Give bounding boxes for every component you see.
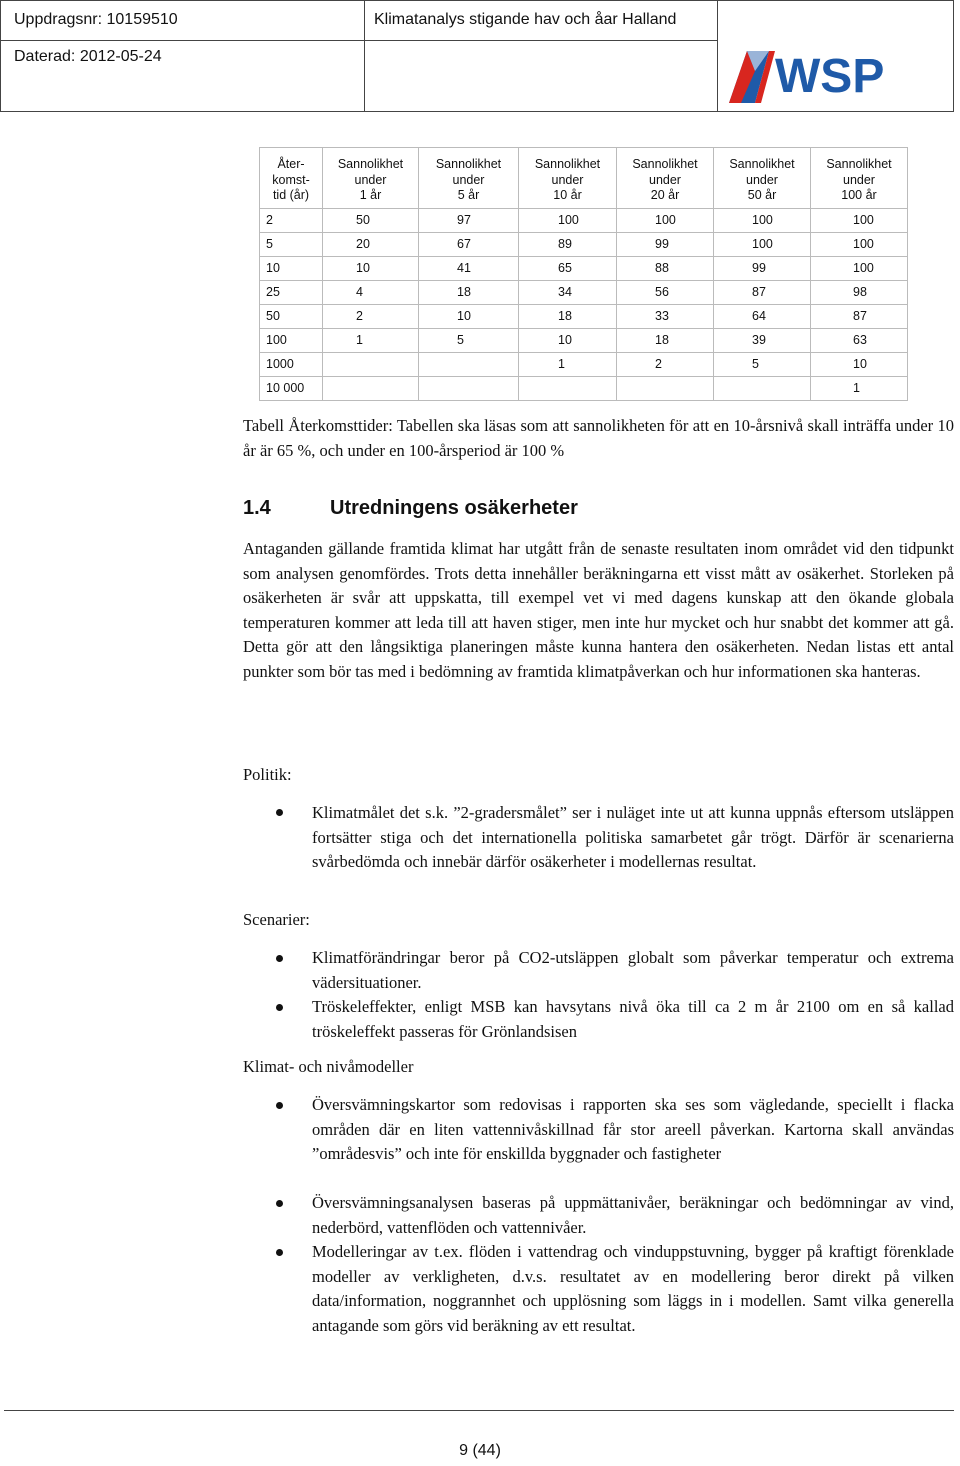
table-row [260,352,908,376]
probability-cell: 56 [617,280,714,304]
probability-cell: 10 [811,352,908,376]
probability-cell: 100 [811,232,908,256]
probability-cell: 41 [419,256,519,280]
probability-cell: 97 [419,208,519,232]
bullet-icon [276,1004,283,1011]
header-divider [364,1,365,112]
probability-cell: 4 [323,280,419,304]
probability-cell [419,376,519,400]
list-item: Tröskeleffekter, enligt MSB kan havsytans nivå öka till ca 2 m år 2100 om en så kallad tröskeleffekt passeras för Grönlandsisen [312,997,954,1041]
column-header: Sannolikhet under 20 år [617,148,714,209]
probability-cell: 63 [811,328,908,352]
label-politik: Politik: [243,765,292,784]
probability-cell: 10 [323,256,419,280]
probability-cell: 10 [519,328,617,352]
list-item: Klimatmålet det s.k. ”2-gradersmålet” ser i nuläget inte ut att kunna uppnås eftersom utsläppen fortsätter stiga och det internationella politiska samarbetet går trögt. Därför är scenarierna svårbedömda och innebär därför osäkerheter i modellernas resultat. [312,803,954,871]
table-caption: Tabell Återkomsttider: Tabellen ska läsas som att sannolikheten för att en 10-årsnivå skall inträffa under 10 år är 65 %, och under en 100-årsperiod är 100 % [243,416,954,460]
return-period-cell: 10 [260,256,323,280]
probability-cell: 64 [714,304,811,328]
header-divider [1,40,717,41]
column-header: Sannolikhet under 50 år [714,148,811,209]
table-row [260,328,908,352]
probability-cell: 100 [714,232,811,256]
order-number: Uppdragsnr: 10159510 [14,11,178,28]
column-header: Sannolikhet under 5 år [419,148,519,209]
column-header: Sannolikhet under 1 år [323,148,419,209]
footer-divider [4,1410,954,1411]
column-header: Sannolikhet under 100 år [811,148,908,209]
probability-cell: 10 [419,304,519,328]
probability-cell: 33 [617,304,714,328]
probability-cell [323,352,419,376]
probability-cell [617,376,714,400]
probability-cell: 99 [714,256,811,280]
probability-cell [323,376,419,400]
table-header-row [260,148,908,209]
probability-cell [714,376,811,400]
probability-cell: 2 [323,304,419,328]
probability-cell: 1 [323,328,419,352]
column-header: Åter- komst- tid (år) [260,148,323,209]
table-row [260,232,908,256]
table-row [260,256,908,280]
probability-cell: 18 [419,280,519,304]
probability-cell: 34 [519,280,617,304]
list-item: Klimatförändringar beror på CO2-utsläppen globalt som påverkar temperatur och extrema vädersituationer. [312,948,954,992]
probability-cell: 5 [714,352,811,376]
probability-cell: 99 [617,232,714,256]
probability-cell: 100 [811,256,908,280]
list-item: Översvämningsanalysen baseras på uppmättanivåer, beräkningar och bedömningar av vind, nederbörd, vattenflöden och vattennivåer. [312,1193,954,1237]
label-modeller: Klimat- och nivåmodeller [243,1057,414,1076]
probability-cell: 20 [323,232,419,256]
probability-cell: 100 [714,208,811,232]
wsp-logo [725,45,925,107]
probability-cell: 50 [323,208,419,232]
probability-cell: 100 [617,208,714,232]
header-divider [717,1,718,112]
probability-cell: 5 [419,328,519,352]
return-period-cell: 10 000 [260,376,323,400]
section-title: Utredningens osäkerheter [330,497,578,519]
probability-cell: 18 [617,328,714,352]
probability-cell [519,376,617,400]
return-period-cell: 100 [260,328,323,352]
list-item: Modelleringar av t.ex. flöden i vattendrag och vinduppstuvning, bygger på kraftigt förenklade modeller av verkligheten, d.v.s. resultatet av en modellering beror direkt på vilken data/information, noggrannhet och upplösning som läggs in i modellen. Samt vilka generella antagande som görs vid beräkning av ett resultat. [312,1242,954,1335]
return-period-cell: 5 [260,232,323,256]
bullet-icon [276,1200,283,1207]
probability-cell [419,352,519,376]
label-scenarier: Scenarier: [243,910,310,929]
return-period-cell: 25 [260,280,323,304]
probability-cell: 98 [811,280,908,304]
table-row [260,304,908,328]
document-date: Daterad: 2012-05-24 [14,48,162,65]
probability-cell: 1 [811,376,908,400]
probability-cell: 18 [519,304,617,328]
bullet-icon [276,809,283,816]
column-header: Sannolikhet under 10 år [519,148,617,209]
table-row [260,208,908,232]
bullet-icon [276,955,283,962]
probability-cell: 89 [519,232,617,256]
body-paragraph: Antaganden gällande framtida klimat har utgått från de senaste resultaten inom området vid den tidpunkt som analysen genomfördes. Trots detta innehåller beräkningarna ett visst mått av osäkerhet. Storleken på osäkerheten är svår att uppskatta, till exempel vet vi med dagens kunskap att den ökande globala temperaturen kommer att leda till att haven stiger, men inte hur mycket och hur snabbt det kommer att gå. Detta gör att den långsiktiga planeringen måste kunna hantera den osäkerheten. Nedan listas ett antal punkter som bör tas med i bedömning av framtida klimatpåverkan och hur informationen ska hanteras. [243,539,954,681]
probability-cell: 87 [714,280,811,304]
list-item: Översvämningskartor som redovisas i rapporten ska ses som vägledande, speciellt i flacka områden där en liten vattennivåskillnad får stor areell påverkan. Kartorna skall användas ”områdesvis” och inte för enskillda byggnader och fastigheter [312,1095,954,1163]
section-heading [243,497,578,520]
probability-cell: 100 [811,208,908,232]
probability-cell: 100 [519,208,617,232]
bullet-icon [276,1102,283,1109]
return-period-cell: 50 [260,304,323,328]
probability-cell: 67 [419,232,519,256]
probability-cell: 87 [811,304,908,328]
probability-cell: 39 [714,328,811,352]
table-row [260,376,908,400]
return-period-cell: 2 [260,208,323,232]
probability-cell: 1 [519,352,617,376]
table-row [260,280,908,304]
probability-cell: 65 [519,256,617,280]
page-number: 9 (44) [459,1442,501,1459]
page-header [0,0,954,112]
return-period-table [259,147,908,401]
section-number: 1.4 [243,497,271,519]
probability-cell: 88 [617,256,714,280]
probability-cell: 2 [617,352,714,376]
bullet-icon [276,1249,283,1256]
document-title: Klimatanalys stigande hav och åar Halland [374,11,677,28]
return-period-cell: 1000 [260,352,323,376]
logo-text: WSP [775,50,885,103]
